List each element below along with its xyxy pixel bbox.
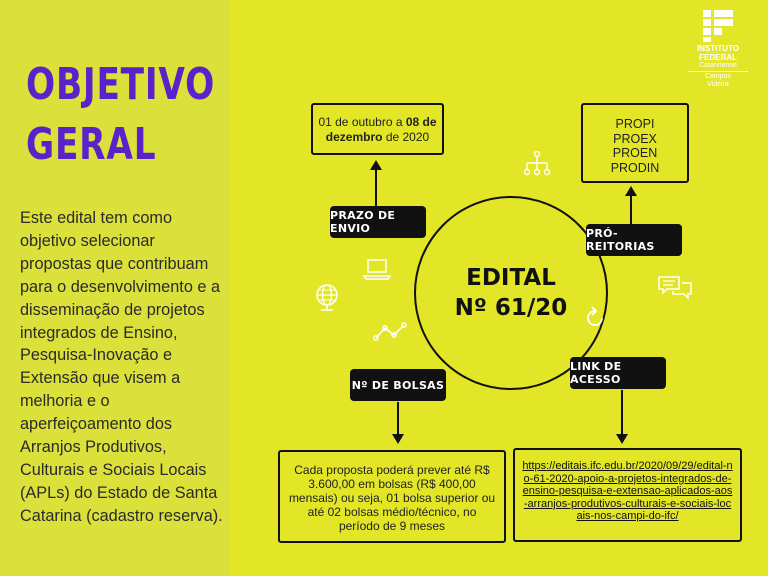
arrow-down-link bbox=[615, 390, 629, 444]
pro-reitoria-item: PROPI bbox=[615, 117, 655, 131]
access-link-box bbox=[513, 448, 742, 542]
page-title bbox=[26, 55, 215, 175]
logo-mark-icon bbox=[703, 10, 733, 42]
arrow-down-scholarships bbox=[391, 402, 405, 444]
chat-bubbles-icon bbox=[657, 275, 693, 301]
objective-description: Este edital tem como objetivo selecionar propostas que contribuam para o desenvolvimento e a disseminação de projetos integrados de Ensino, Pesquisa-Inovação e Extensão que visem a melhoria e o aperfeiçoamento dos Arranjos Produtivos, Culturais e Sociais Locais (APLs) do Estado de Santa Catarina (cadastro reserva). bbox=[20, 209, 223, 525]
logo-line-3: Catarinense bbox=[688, 62, 748, 72]
pro-reitoria-item: PRODIN bbox=[610, 160, 660, 175]
access-link[interactable]: https://editais.ifc.edu.br/2020/09/29/edital-no-61-2020-apoio-a-projetos-integrados-de-ensino-pesquisa-e-extensao-aplicados-aos-arranjos-produtivos-culturais-e-sociais-locais-nos-campi-do-ifc/ bbox=[522, 460, 733, 523]
pro-reitoria-item: PROEN bbox=[612, 146, 658, 160]
pro-reitorias-box bbox=[581, 103, 689, 183]
pro-reitorias-label: PRÓ-REITORIAS bbox=[586, 224, 682, 256]
title-line-2: GERAL bbox=[26, 119, 157, 170]
line-chart-icon bbox=[373, 322, 407, 342]
scholarships-label: Nº DE BOLSAS bbox=[350, 369, 446, 401]
title-line-1: OBJETIVO bbox=[26, 59, 216, 110]
globe-icon bbox=[313, 282, 341, 312]
laptop-icon bbox=[363, 258, 391, 280]
pro-reitoria-item: PROEX bbox=[613, 131, 657, 146]
arrow-up-pro-reitorias bbox=[624, 186, 638, 224]
edital-number: Nº 61/20 bbox=[454, 295, 568, 321]
logo-line-5: Videira bbox=[707, 81, 729, 88]
deadline-box bbox=[311, 103, 444, 155]
refresh-icon bbox=[584, 305, 608, 331]
edital-title: EDITAL bbox=[466, 265, 556, 291]
arrow-up-deadline bbox=[369, 160, 383, 206]
org-chart-icon bbox=[523, 151, 551, 177]
institute-logo bbox=[688, 10, 748, 89]
access-link-label: LINK DE ACESSO bbox=[570, 357, 666, 389]
logo-line-1: INSTITUTO bbox=[696, 44, 740, 53]
scholarships-text: Cada proposta poderá prever até R$ 3.600,00 em bolsas (R$ 400,00 mensais) ou seja, 01 bolsa superior ou até 02 bolsas médio/técnico, no período de 9 meses bbox=[288, 463, 496, 533]
logo-line-2: FEDERAL bbox=[699, 53, 737, 62]
scholarships-box bbox=[278, 450, 506, 543]
deadline-label: PRAZO DE ENVIO bbox=[330, 206, 426, 238]
logo-line-4: Campus bbox=[704, 73, 732, 80]
deadline-text-year: de 2020 bbox=[382, 130, 430, 144]
deadline-text-end-date: 08 de dezembro bbox=[325, 115, 437, 144]
deadline-text-start: 01 de outubro a bbox=[318, 115, 406, 129]
